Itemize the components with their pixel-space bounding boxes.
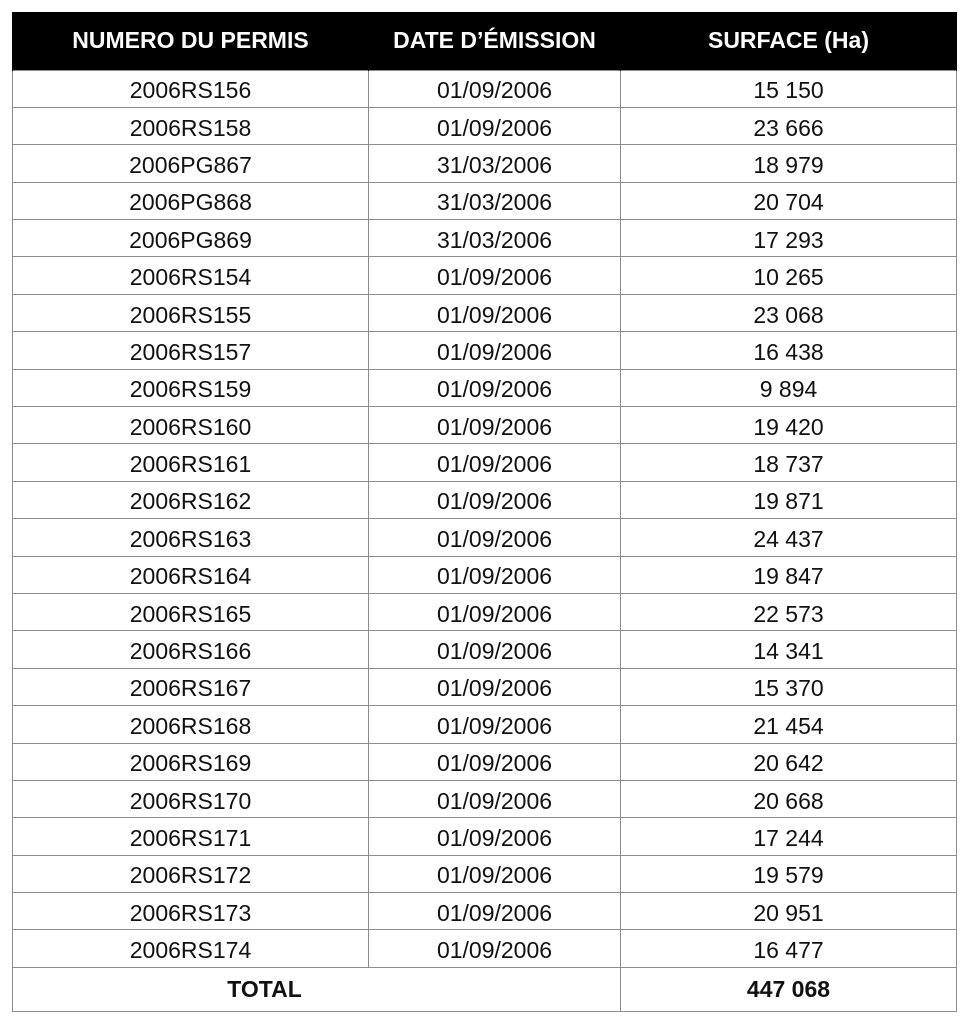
table-row (13, 220, 957, 257)
table-row (13, 593, 957, 630)
issue-date-cell: 01/09/2006 (369, 407, 621, 444)
issue-date-cell: 01/09/2006 (369, 107, 621, 144)
permit-number-cell: 2006RS169 (13, 743, 369, 780)
permit-number-cell: 2006RS157 (13, 332, 369, 369)
issue-date-cell: 01/09/2006 (369, 257, 621, 294)
table-row (13, 893, 957, 930)
column-header-permit-number: NUMERO DU PERMIS (13, 12, 369, 70)
permit-number-cell: 2006RS156 (13, 70, 369, 107)
permit-number-cell: 2006RS159 (13, 369, 369, 406)
area-cell: 23 666 (621, 107, 957, 144)
permit-number-cell: 2006PG869 (13, 220, 369, 257)
issue-date-cell: 01/09/2006 (369, 556, 621, 593)
area-cell: 9 894 (621, 369, 957, 406)
total-row (13, 967, 957, 1011)
permit-number-cell: 2006RS171 (13, 818, 369, 855)
table-row (13, 818, 957, 855)
permits-table (12, 12, 957, 1012)
table-row (13, 369, 957, 406)
area-cell: 19 579 (621, 855, 957, 892)
column-header-area: SURFACE (Ha) (621, 12, 957, 70)
permit-number-cell: 2006RS165 (13, 593, 369, 630)
issue-date-cell: 31/03/2006 (369, 145, 621, 182)
permit-number-cell: 2006RS164 (13, 556, 369, 593)
table-row (13, 294, 957, 331)
issue-date-cell: 01/09/2006 (369, 743, 621, 780)
area-cell: 19 420 (621, 407, 957, 444)
total-label: TOTAL (227, 975, 302, 1002)
permit-number-cell: 2006RS158 (13, 107, 369, 144)
table-row (13, 743, 957, 780)
permit-number-cell: 2006RS154 (13, 257, 369, 294)
permit-number-cell: 2006PG868 (13, 182, 369, 219)
permit-number-cell: 2006RS166 (13, 631, 369, 668)
total-value: 447 068 (621, 967, 957, 1011)
permit-number-cell: 2006RS170 (13, 780, 369, 817)
issue-date-cell: 01/09/2006 (369, 519, 621, 556)
area-cell: 18 737 (621, 444, 957, 481)
area-cell: 20 951 (621, 893, 957, 930)
permit-number-cell: 2006RS161 (13, 444, 369, 481)
issue-date-cell: 31/03/2006 (369, 182, 621, 219)
issue-date-cell: 01/09/2006 (369, 855, 621, 892)
area-cell: 16 438 (621, 332, 957, 369)
table-row (13, 70, 957, 107)
permit-number-cell: 2006RS162 (13, 481, 369, 518)
table-row (13, 855, 957, 892)
issue-date-cell: 01/09/2006 (369, 631, 621, 668)
table-header (13, 12, 957, 70)
table-row (13, 407, 957, 444)
issue-date-cell: 01/09/2006 (369, 294, 621, 331)
table-row (13, 481, 957, 518)
table-row (13, 332, 957, 369)
table-row (13, 107, 957, 144)
issue-date-cell: 01/09/2006 (369, 70, 621, 107)
table-row (13, 519, 957, 556)
area-cell: 10 265 (621, 257, 957, 294)
table-row (13, 780, 957, 817)
area-cell: 22 573 (621, 593, 957, 630)
issue-date-cell: 01/09/2006 (369, 706, 621, 743)
area-cell: 23 068 (621, 294, 957, 331)
issue-date-cell: 01/09/2006 (369, 369, 621, 406)
total-label-cell (13, 967, 621, 1011)
header-row (13, 12, 957, 70)
table-row (13, 257, 957, 294)
area-cell: 20 642 (621, 743, 957, 780)
area-cell: 15 150 (621, 70, 957, 107)
table-row (13, 668, 957, 705)
issue-date-cell: 01/09/2006 (369, 818, 621, 855)
permit-number-cell: 2006PG867 (13, 145, 369, 182)
permit-number-cell: 2006RS172 (13, 855, 369, 892)
permit-number-cell: 2006RS163 (13, 519, 369, 556)
table-row (13, 556, 957, 593)
area-cell: 21 454 (621, 706, 957, 743)
issue-date-cell: 01/09/2006 (369, 593, 621, 630)
area-cell: 19 871 (621, 481, 957, 518)
issue-date-cell: 01/09/2006 (369, 481, 621, 518)
area-cell: 14 341 (621, 631, 957, 668)
issue-date-cell: 01/09/2006 (369, 668, 621, 705)
area-cell: 17 244 (621, 818, 957, 855)
area-cell: 19 847 (621, 556, 957, 593)
permit-number-cell: 2006RS174 (13, 930, 369, 967)
column-header-issue-date: DATE D’ÉMISSION (369, 12, 621, 70)
issue-date-cell: 01/09/2006 (369, 930, 621, 967)
permit-number-cell: 2006RS173 (13, 893, 369, 930)
permit-number-cell: 2006RS167 (13, 668, 369, 705)
issue-date-cell: 01/09/2006 (369, 332, 621, 369)
permit-number-cell: 2006RS160 (13, 407, 369, 444)
table-row (13, 631, 957, 668)
permit-number-cell: 2006RS168 (13, 706, 369, 743)
table-row (13, 706, 957, 743)
table-row (13, 444, 957, 481)
area-cell: 20 704 (621, 182, 957, 219)
area-cell: 20 668 (621, 780, 957, 817)
area-cell: 15 370 (621, 668, 957, 705)
table-row (13, 930, 957, 967)
area-cell: 16 477 (621, 930, 957, 967)
issue-date-cell: 31/03/2006 (369, 220, 621, 257)
table-body (13, 70, 957, 967)
table-row (13, 182, 957, 219)
issue-date-cell: 01/09/2006 (369, 444, 621, 481)
table-footer (13, 967, 957, 1011)
issue-date-cell: 01/09/2006 (369, 780, 621, 817)
area-cell: 17 293 (621, 220, 957, 257)
area-cell: 18 979 (621, 145, 957, 182)
permit-number-cell: 2006RS155 (13, 294, 369, 331)
area-cell: 24 437 (621, 519, 957, 556)
table-row (13, 145, 957, 182)
issue-date-cell: 01/09/2006 (369, 893, 621, 930)
